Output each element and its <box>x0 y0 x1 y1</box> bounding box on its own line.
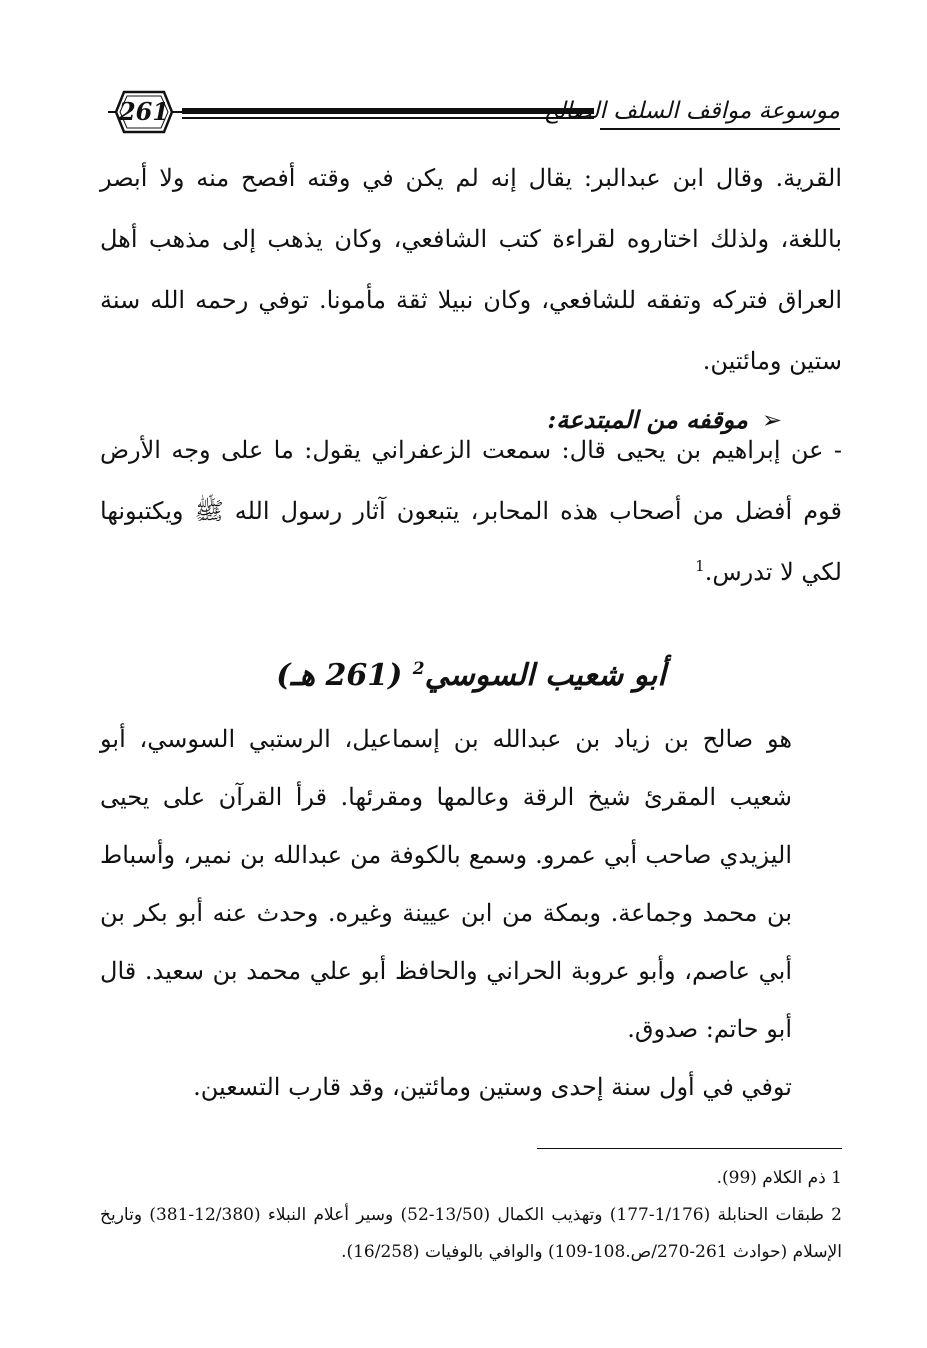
biography-paragraph: هو صالح بن زياد بن عبدالله بن إسماعيل، الرستبي السوسي، أبو شعيب المقرئ شيخ الرقة وعالمها ومقرئها. قرأ القرآن على يحيى اليزيدي صاحب أبي عمرو. وسمع بالكوفة من عبدالله بن نمير، وأسباط بن محمد وجماعة. وبمكة من ابن عيينة وغيره. وحدث عنه أبو بكر بن أبي عاصم، وأبو عروبة الحراني والحافظ أبو علي محمد بن سعيد. قال أبو حاتم: صدوق. <box>100 725 792 1043</box>
header-rule <box>182 108 594 120</box>
stance-heading-text: موقفه من المبتدعة: <box>547 405 748 434</box>
footnote-ref-1: 1 <box>695 557 705 575</box>
page-header <box>100 72 840 152</box>
arrow-bullet-icon: ➢ <box>761 406 782 434</box>
stance-quote-text: - عن إبراهيم بن يحيى قال: سمعت الزعفراني يقول: ما على وجه الأرض قوم أفضل من أصحاب هذه المحابر، يتبعون آثار رسول الله ﷺ ويكتبونها لكي لا تدرس. <box>100 436 842 586</box>
page-number-badge <box>106 86 182 138</box>
footnote-ref-2: 2 <box>412 659 425 679</box>
running-title: موسوعة مواقف السلف الصالح <box>600 94 840 130</box>
section-title-name: أبو شعيب السوسي <box>424 658 666 693</box>
stance-quote-block <box>100 420 842 603</box>
footnotes <box>100 1160 842 1271</box>
bio-end-paragraph: القرية. وقال ابن عبدالبر: يقال إنه لم يكن في وقته أفصح منه ولا أبصر باللغة، ولذلك اختاروه لقراءة كتب الشافعي، وكان يذهب إلى مذهب أهل العراق فتركه وتفقه للشافعي، وكان نبيلا ثقة مأمونا. توفي رحمه الله سنة ستين ومائتين. <box>100 164 842 375</box>
biography-block <box>100 710 842 1116</box>
page-number: 261 <box>118 97 170 126</box>
footnote-separator <box>537 1148 842 1149</box>
section-title <box>100 648 842 704</box>
footnote-2: 2 طبقات الحنابلة (1/176-177) وتهذيب الكمال (13/50-52) وسير أعلام النبلاء (12/380-381) وتاريخ الإسلام (حوادث 261-270/ص.108-109) والوافي بالوفيات (16/258). <box>100 1205 842 1262</box>
stance-quote <box>100 420 842 603</box>
death-paragraph: توفي في أول سنة إحدى وستين ومائتين، وقد قارب التسعين. <box>193 1073 792 1101</box>
footnote-1: 1 ذم الكلام (99). <box>716 1168 842 1188</box>
bio-continuation <box>100 148 842 448</box>
section-title-date: (261 هـ) <box>276 658 403 693</box>
